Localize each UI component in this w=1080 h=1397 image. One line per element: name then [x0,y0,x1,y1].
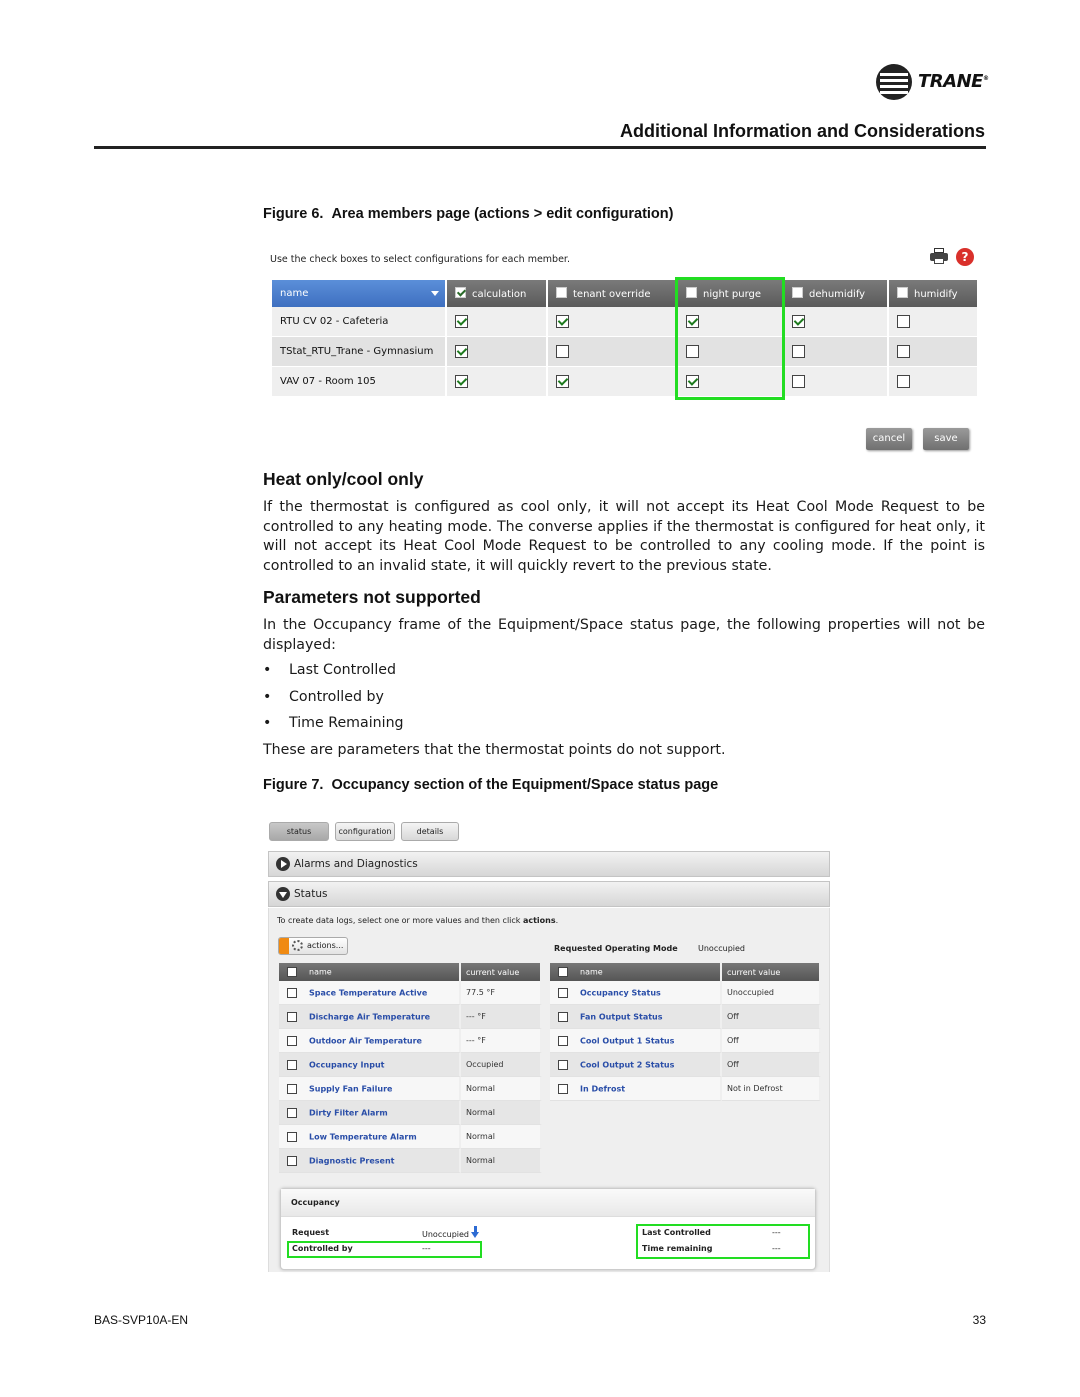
controlled-by-highlight [287,1241,482,1258]
point-value: Normal [461,1101,542,1125]
printer-icon[interactable] [930,248,948,264]
point-row [550,1029,821,1053]
member-name: VAV 07 - Room 105 [272,367,445,397]
alarms-diagnostics-bar[interactable]: Alarms and Diagnostics [268,851,830,877]
column-header-name[interactable]: name [550,963,722,981]
time-remaining-value: --- [772,1244,781,1253]
point-checkbox[interactable] [287,1156,297,1166]
points-table-left [279,963,542,1173]
figure-7-screenshot [268,820,830,1272]
member-row [272,367,977,397]
figure-6-screenshot [268,248,984,458]
figure-6-number: Figure 6. [263,206,324,222]
trane-wordmark: TRANE® [918,71,989,92]
figure-6-caption [263,206,673,222]
point-row [279,1029,542,1053]
bullet-item: • Time Remaining [263,715,404,731]
checkbox-tenant-override[interactable] [556,345,569,358]
point-name[interactable]: Low Temperature Alarm [309,1132,417,1141]
checkbox-humidify[interactable] [897,375,910,388]
heading-heat-cool-only: Heat only/cool only [263,469,424,489]
figure-7-caption-text: Occupancy section of the Equipment/Space status page [331,777,719,793]
tab-configuration[interactable]: configuration [335,822,395,841]
last-controlled-highlight [636,1224,810,1259]
point-row [279,1005,542,1029]
point-value: Normal [461,1149,542,1173]
controlled-by-value: --- [422,1244,431,1253]
point-checkbox[interactable] [558,1084,568,1094]
member-name: RTU CV 02 - Cafeteria [272,307,445,337]
point-name[interactable]: In Defrost [580,1084,626,1093]
request-label: Request [292,1228,330,1237]
header-checkbox-humidify[interactable] [897,287,908,298]
checkbox-calculation[interactable] [455,345,468,358]
select-all-checkbox[interactable] [287,967,297,977]
point-name[interactable]: Discharge Air Temperature [309,1012,431,1021]
figure-6-caption-text: Area members page (actions > edit configuration) [331,206,674,222]
cancel-button[interactable]: cancel [866,428,912,450]
point-value: Off [722,1053,821,1077]
checkbox-calculation[interactable] [455,315,468,328]
column-header-calculation[interactable]: calculation [447,280,546,307]
point-row [279,981,542,1005]
point-name[interactable]: Dirty Filter Alarm [309,1108,388,1117]
point-row [550,1077,821,1101]
column-header-night-purge[interactable]: night purge [678,280,782,307]
point-checkbox[interactable] [287,988,297,998]
column-header-humidify[interactable]: humidify [889,280,977,307]
point-row [279,1149,542,1173]
header-checkbox-calculation[interactable] [455,287,466,298]
checkbox-dehumidify[interactable] [792,345,805,358]
checkbox-dehumidify[interactable] [792,375,805,388]
point-value: --- °F [461,1005,542,1029]
column-header-dehumidify[interactable]: dehumidify [784,280,887,307]
header-checkbox-dehumidify[interactable] [792,287,803,298]
last-controlled-label: Last Controlled [642,1228,711,1237]
trane-logo-mark [876,64,912,100]
point-checkbox[interactable] [287,1132,297,1142]
point-row [550,981,821,1005]
point-checkbox[interactable] [558,1060,568,1070]
select-all-checkbox[interactable] [558,967,568,977]
point-checkbox[interactable] [558,988,568,998]
point-row [550,1005,821,1029]
occupancy-panel [280,1188,816,1270]
point-name[interactable]: Occupancy Status [580,988,661,997]
point-value: 77.5 °F [461,981,542,1005]
actions-dropdown-icon [279,938,289,954]
bullet-item: • Last Controlled [263,662,397,678]
point-checkbox[interactable] [287,1084,297,1094]
point-name[interactable]: Cool Output 2 Status [580,1060,675,1069]
member-name: TStat_RTU_Trane - Gymnasium [272,337,445,367]
point-checkbox[interactable] [287,1012,297,1022]
checkbox-tenant-override[interactable] [556,315,569,328]
trane-logo [876,64,988,100]
checkbox-humidify[interactable] [897,315,910,328]
member-row [272,337,977,367]
point-value: Off [722,1005,821,1029]
point-value: Normal [461,1125,542,1149]
figure-7-caption [263,777,718,793]
paragraph-parameters-intro: In the Occupancy frame of the Equipment/Space status page, the following properties will not be displayed: [263,617,985,653]
point-checkbox[interactable] [287,1108,297,1118]
collapse-icon [276,887,290,901]
point-row [279,1101,542,1125]
checkbox-tenant-override[interactable] [556,375,569,388]
requested-operating-mode-value: Unoccupied [698,944,745,953]
column-header-name[interactable]: name [279,963,461,981]
gear-icon [292,940,303,951]
point-name[interactable]: Cool Output 1 Status [580,1036,675,1045]
save-button[interactable]: save [923,428,969,450]
column-header-current-value[interactable]: current value [722,963,821,981]
paragraph-parameters-outro: These are parameters that the thermostat points do not support. [263,742,726,758]
point-value: Unoccupied [722,981,821,1005]
point-checkbox[interactable] [558,1012,568,1022]
header-rule [94,146,986,149]
override-arrow-icon[interactable] [471,1226,479,1238]
point-name[interactable]: Occupancy Input [309,1060,385,1069]
header-checkbox-tenant-override[interactable] [556,287,567,298]
help-icon[interactable]: ? [956,248,974,266]
point-name[interactable]: Supply Fan Failure [309,1084,393,1093]
status-bar[interactable]: Status [268,881,830,907]
expand-icon [276,857,290,871]
points-table-right [550,963,821,1101]
sort-arrow-icon[interactable] [431,291,439,296]
point-name[interactable]: Space Temperature Active [309,988,428,997]
night-purge-highlight [675,277,785,400]
paragraph-heat-cool-only: If the thermostat is configured as cool only, it will not accept its Heat Cool Mode Request to be controlled to any heating mode. The converse applies if the thermostat is configured for heat only, it will not accept its Heat Cool Mode Request to be controlled to any cooling mode. If the point is controlled to an invalid state, it will quickly revert to the previous state. [263,499,985,574]
point-value: --- °F [461,1029,542,1053]
section-title: Additional Information and Considerations [619,121,985,141]
page-number: 33 [972,1313,986,1327]
requested-operating-mode-label: Requested Operating Mode [554,944,678,953]
point-name[interactable]: Fan Output Status [580,1012,663,1021]
point-row [279,1077,542,1101]
checkbox-calculation[interactable] [455,375,468,388]
point-checkbox[interactable] [287,1060,297,1070]
bullet-item: • Controlled by [263,689,384,705]
point-name[interactable]: Outdoor Air Temperature [309,1036,422,1045]
point-value: Normal [461,1077,542,1101]
checkbox-humidify[interactable] [897,345,910,358]
point-checkbox[interactable] [287,1036,297,1046]
data-log-instruction: To create data logs, select one or more values and then click actions. [277,916,559,925]
config-instruction: Use the check boxes to select configurations for each member. [270,254,570,265]
member-row [272,307,977,337]
point-name[interactable]: Diagnostic Present [309,1156,395,1165]
point-value: Occupied [461,1053,542,1077]
point-row [550,1053,821,1077]
time-remaining-label: Time remaining [642,1244,713,1253]
column-header-tenant-override[interactable]: tenant override [548,280,676,307]
column-header-name[interactable]: name [272,280,445,307]
occupancy-title: Occupancy [281,1189,815,1217]
request-value: Unoccupied [422,1230,469,1239]
tab-status[interactable]: status [269,822,329,841]
actions-button[interactable]: actions... [278,937,348,955]
column-header-current-value[interactable]: current value [461,963,542,981]
config-table [270,280,979,397]
point-row [279,1053,542,1077]
controlled-by-label: Controlled by [292,1244,353,1253]
point-value: Not in Defrost [722,1077,821,1101]
tab-details[interactable]: details [401,822,459,841]
heading-parameters-not-supported: Parameters not supported [263,587,481,607]
checkbox-dehumidify[interactable] [792,315,805,328]
point-value: Off [722,1029,821,1053]
point-checkbox[interactable] [558,1036,568,1046]
point-row [279,1125,542,1149]
last-controlled-value: --- [772,1228,781,1237]
document-id: BAS-SVP10A-EN [94,1313,189,1327]
figure-7-number: Figure 7. [263,777,324,793]
